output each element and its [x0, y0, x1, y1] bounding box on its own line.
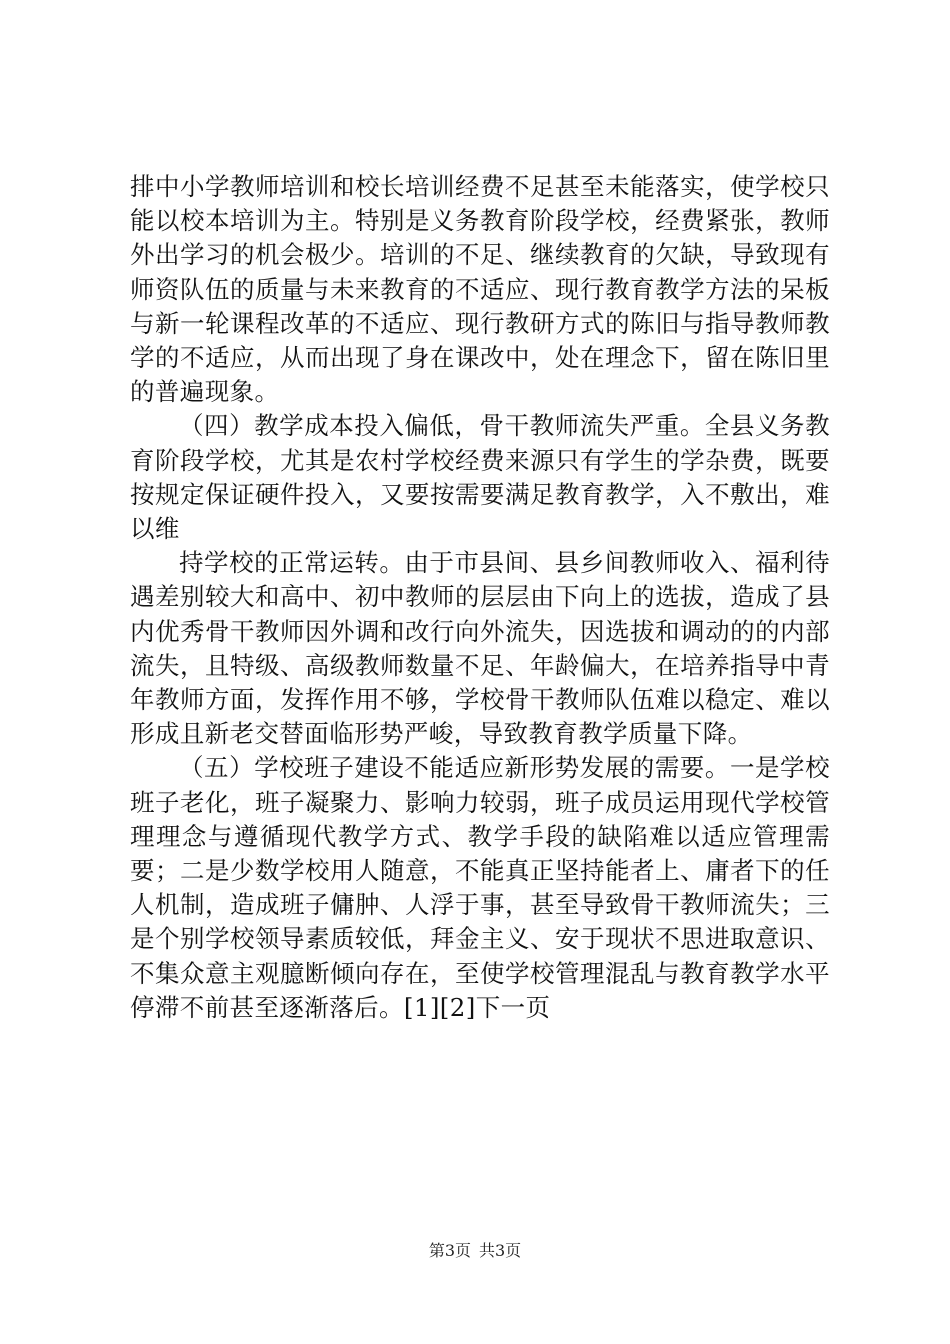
- document-body: [130, 170, 830, 1025]
- paragraph-teacher-loss: 持学校的正常运转。由于市县间、县乡间教师收入、福利待遇差别较大和高中、初中教师的层层由下向上的选拔，造成了县内优秀骨干教师因外调和改行向外流失，因选拔和调动的的内部流失，且特级、高级教师数量不足、年龄偏大，在培养指导中青年教师方面，发挥作用不够，学校骨干教师队伍难以稳定、难以形成且新老交替面临形势严峻，导致教育教学质量下降。: [130, 548, 830, 749]
- paragraph-section-four: （四）教学成本投入偏低，骨干教师流失严重。全县义务教育阶段学校，尤其是农村学校经费来源只有学生的学杂费，既要按规定保证硬件投入，又要按需要满足教育教学，入不敷出，难以维: [130, 411, 830, 544]
- paragraph-section-five: （五）学校班子建设不能适应新形势发展的需要。一是学校班子老化，班子凝聚力、影响力较弱，班子成员运用现代学校管理理念与遵循现代教学方式、教学手段的缺陷难以适应管理需要；二是少数学校用人随意，不能真正坚持能者上、庸者下的任人机制，造成班子傭肿、人浮于事，甚至导致骨干教师流失；三是个别学校领导素质较低，拜金主义、安于现状不思进取意识、不集众意主观臆断倾向存在，至使学校管理混乱与教育教学水平停滞不前甚至逐渐落后。[1][2]下一页: [130, 753, 830, 1022]
- paragraph-training-funds: 排中小学教师培训和校长培训经费不足甚至未能落实，使学校只能以校本培训为主。特别是义务教育阶段学校，经费紧张，教师外出学习的机会极少。培训的不足、继续教育的欠缺，导致现有师资队伍的质量与未来教育的不适应、现行教育教学方法的呆板与新一轮课程改革的不适应、现行教研方式的陈旧与指导教师教学的不适应，从而出现了身在课改中，处在理念下，留在陈旧里的普遍现象。: [130, 172, 830, 407]
- page-footer: [0, 1240, 950, 1262]
- page-number-total: 共3页: [479, 1241, 522, 1260]
- page-number-current: 第3页: [428, 1241, 471, 1260]
